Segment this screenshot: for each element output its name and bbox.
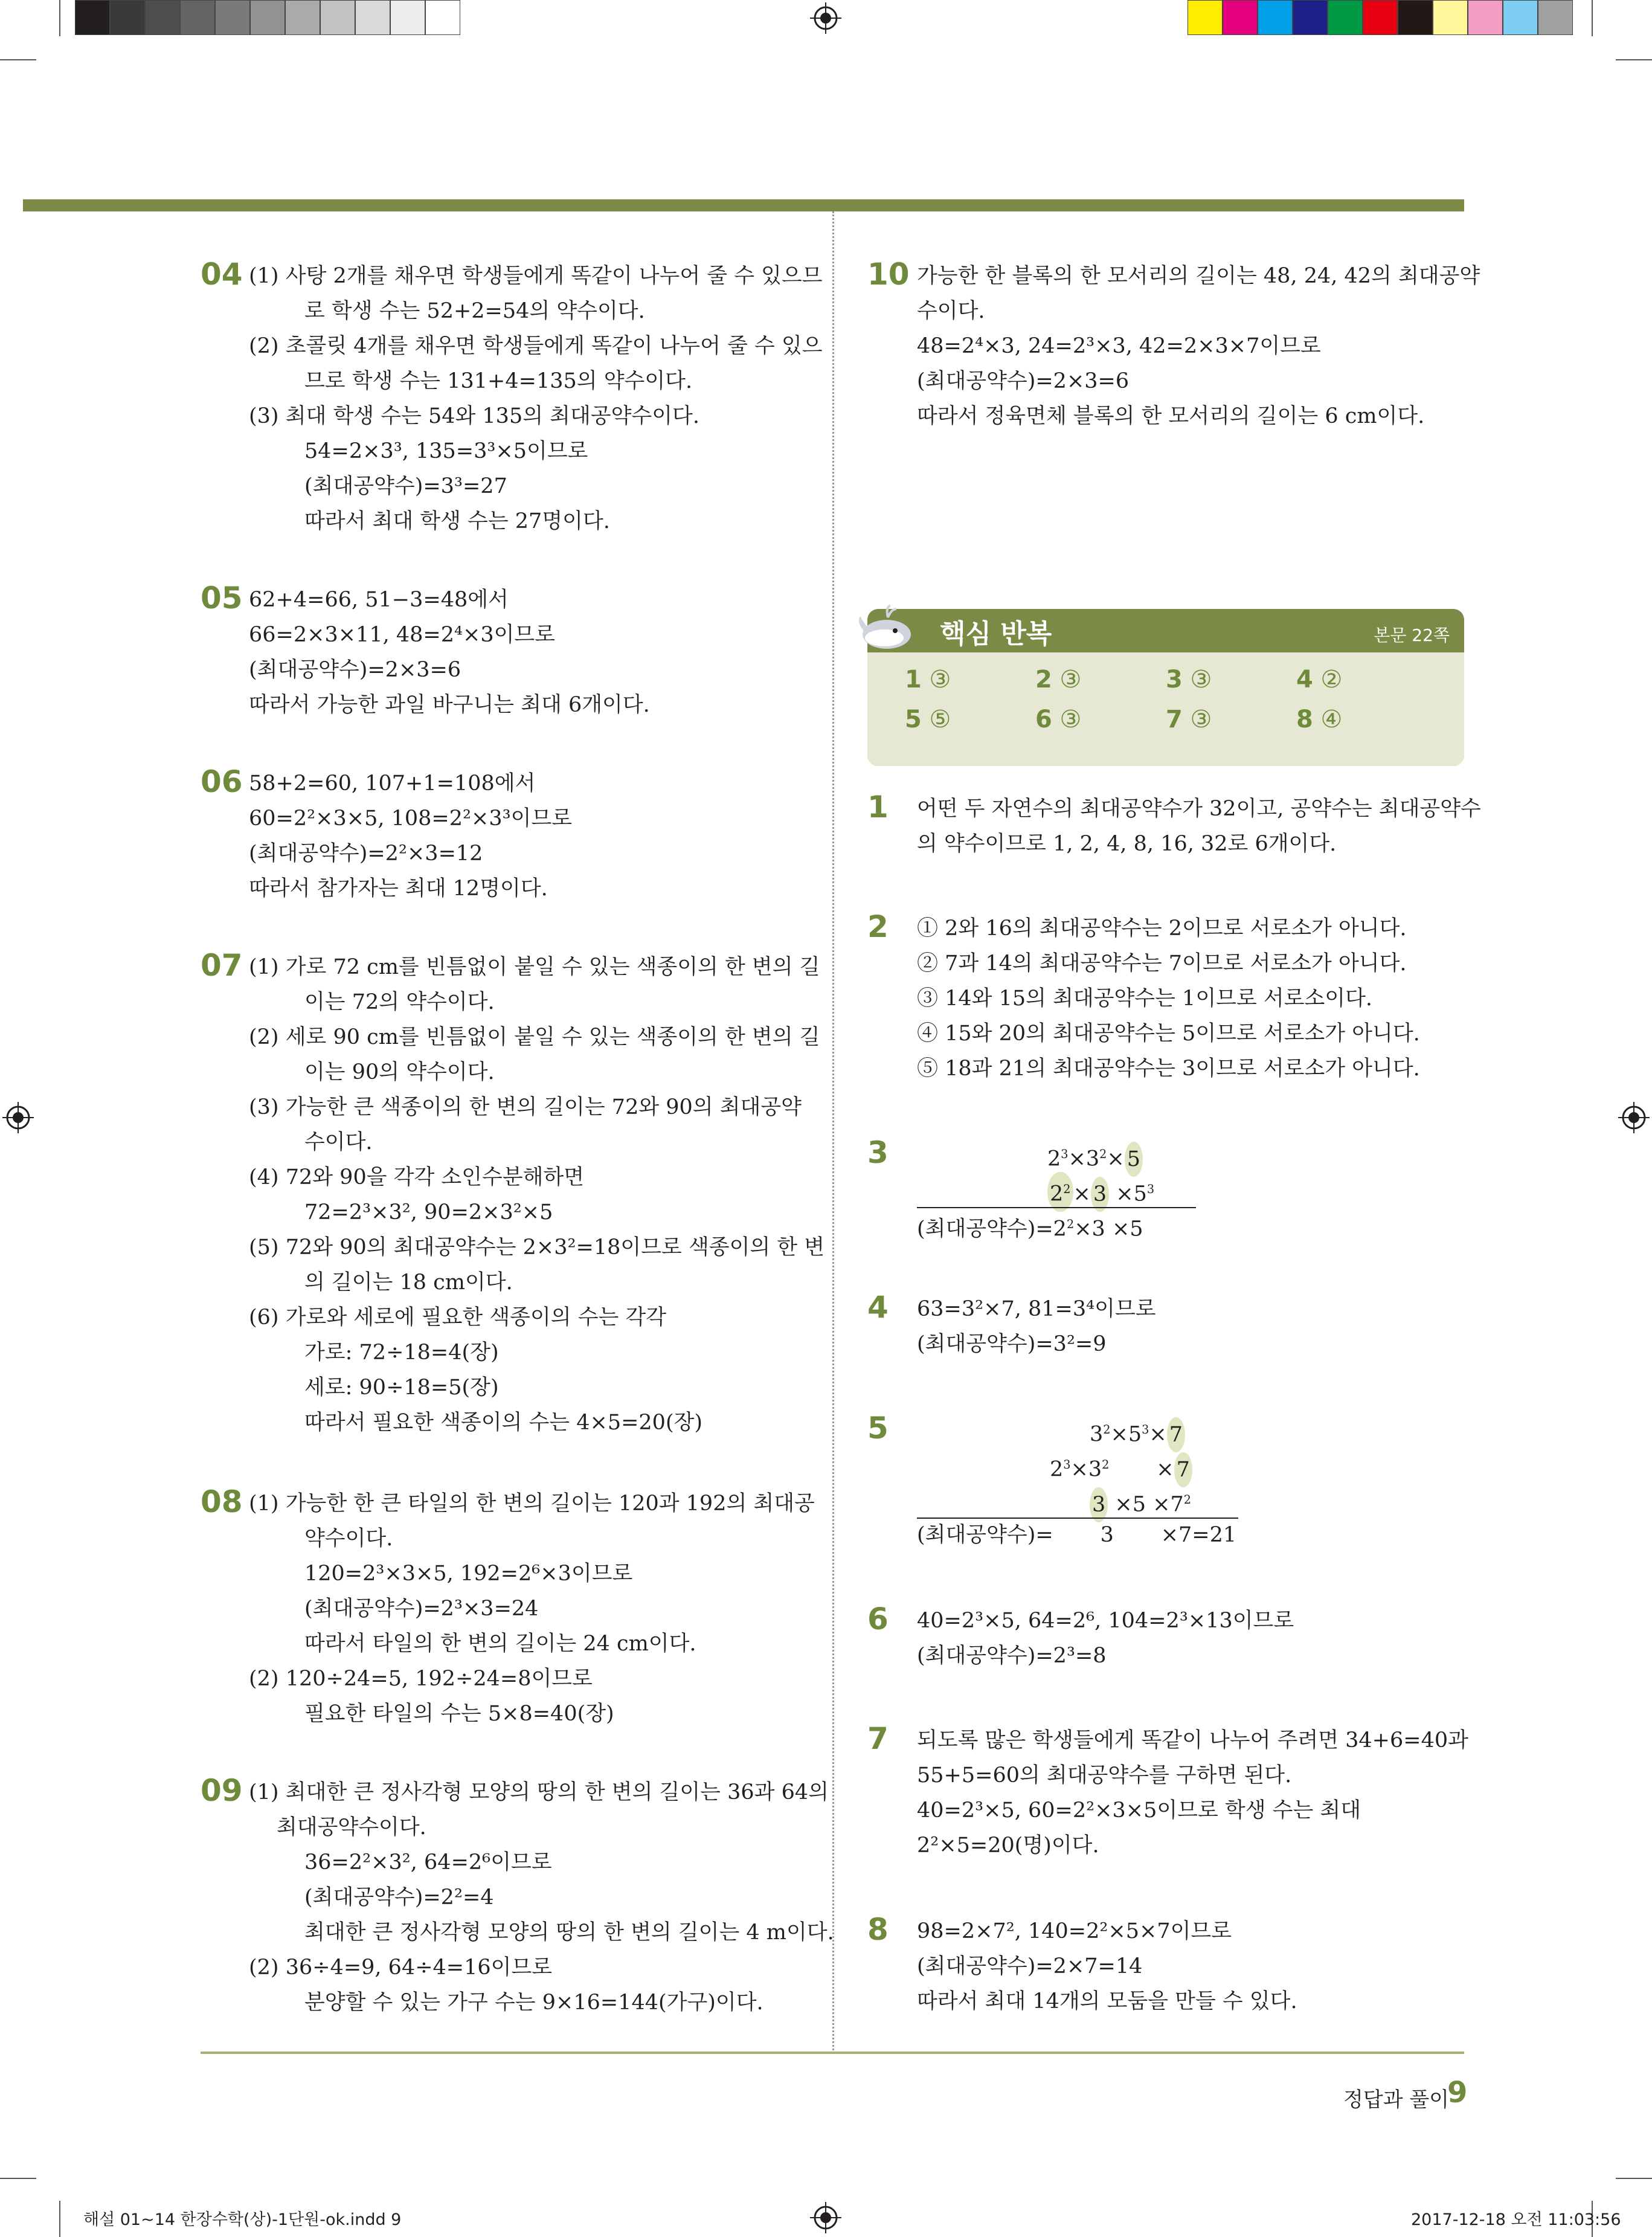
problem-text xyxy=(249,259,829,539)
core-answer-number: 8 xyxy=(1296,706,1313,733)
gray-swatch xyxy=(180,0,215,35)
text-line: ② 7과 14의 최대공약수는 7이므로 서로소가 아니다. xyxy=(917,951,1407,976)
question-number: 8 xyxy=(867,1912,889,1947)
text-line: (최대공약수)=2×3=6 xyxy=(249,658,461,682)
gray-swatch xyxy=(75,0,110,35)
question-text xyxy=(917,1723,1497,1863)
gray-swatch xyxy=(285,0,320,35)
page-number: 9 xyxy=(1447,2076,1468,2110)
question-number: 4 xyxy=(867,1290,889,1325)
text-line: ① 2와 16의 최대공약수는 2이므로 서로소가 아니다. xyxy=(917,916,1407,941)
crop-mark xyxy=(1592,0,1593,36)
gray-swatch xyxy=(145,0,180,35)
text-line: 따라서 최대 학생 수는 27명이다. xyxy=(304,509,610,533)
core-answer-choice: ③ xyxy=(1052,706,1082,733)
crop-mark xyxy=(0,2178,36,2179)
problem-text xyxy=(249,1486,829,1731)
column-divider xyxy=(832,211,834,2054)
text-line: (1) 사탕 2개를 채우면 학생들에게 똑같이 나누어 줄 수 있으므 xyxy=(249,264,823,288)
text-line: 따라서 타일의 한 변의 길이는 24 cm이다. xyxy=(304,1632,696,1656)
text-line: 따라서 최대 14개의 모둠을 만들 수 있다. xyxy=(917,1989,1297,2013)
text-line: 수이다. xyxy=(917,299,985,323)
color-swatch xyxy=(1503,0,1538,35)
text-line: (최대공약수)=2³=8 xyxy=(917,1644,1107,1668)
text-line: (2) 초콜릿 4개를 채우면 학생들에게 똑같이 나누어 줄 수 있으 xyxy=(249,334,823,358)
text-line: 이는 72의 약수이다. xyxy=(304,990,495,1014)
text-line: 따라서 정육면체 블록의 한 모서리의 길이는 6 cm이다. xyxy=(917,404,1425,428)
text-line: 36=2²×3², 64=2⁶이므로 xyxy=(304,1850,552,1875)
question-number: 6 xyxy=(867,1601,889,1637)
problem-number: 05 xyxy=(201,581,243,616)
text-line: 가능한 한 블록의 한 모서리의 길이는 48, 24, 42의 최대공약 xyxy=(917,264,1480,288)
slug-filename: 해설 01~14 한장수학(상)-1단원-ok.indd 9 xyxy=(83,2210,402,2229)
footer-rule xyxy=(201,2052,1464,2054)
core-answer-item xyxy=(905,706,951,733)
text-line: 120=2³×3×5, 192=2⁶×3이므로 xyxy=(304,1562,633,1586)
text-line: 세로: 90÷18=5(장) xyxy=(304,1376,499,1400)
core-answer-number: 6 xyxy=(1035,706,1052,733)
gray-swatch xyxy=(320,0,355,35)
problem-number: 10 xyxy=(867,257,910,292)
color-swatch xyxy=(1433,0,1468,35)
crop-mark xyxy=(59,2201,60,2237)
registration-mark-icon xyxy=(810,2202,841,2233)
text-line: 60=2²×3×5, 108=2²×3³이므로 xyxy=(249,806,573,831)
gray-swatch xyxy=(425,0,460,35)
calc-result: (최대공약수)= 3 ×7=21 xyxy=(917,1523,1237,1547)
text-line: (4) 72와 90을 각각 소인수분해하면 xyxy=(249,1165,585,1189)
core-answer-choice: ③ xyxy=(1182,706,1212,733)
core-title: 핵심 반복 xyxy=(940,619,1052,649)
problem-number: 09 xyxy=(201,1773,243,1808)
text-line: 로 학생 수는 52+2=54의 약수이다. xyxy=(304,299,645,323)
problem-number: 04 xyxy=(201,257,243,292)
text-line: 따라서 참가자는 최대 12명이다. xyxy=(249,877,548,901)
text-line: ⑤ 18과 21의 최대공약수는 3이므로 서로소가 아니다. xyxy=(917,1057,1420,1081)
core-answer-item xyxy=(1166,706,1212,733)
color-swatch xyxy=(1398,0,1433,35)
color-swatch xyxy=(1188,0,1223,35)
question-text xyxy=(917,1292,1473,1362)
text-line: (3) 최대 학생 수는 54와 135의 최대공약수이다. xyxy=(249,404,699,428)
calc-result: (최대공약수)$=2^2\times 3 \times 5$ xyxy=(917,1217,1143,1241)
text-line: (1) 최대한 큰 정사각형 모양의 땅의 한 변의 길이는 36과 64의 xyxy=(249,1780,829,1804)
text-line: 40=2³×5, 64=2⁶, 104=2³×13이므로 xyxy=(917,1609,1294,1633)
text-line: 62+4=66, 51−3=48에서 xyxy=(249,588,509,612)
core-answer-choice: ③ xyxy=(921,666,951,694)
text-line: 72=2³×3², 90=2×3²×5 xyxy=(304,1200,553,1225)
core-answer-item xyxy=(1296,666,1342,694)
text-line: (2) 세로 90 cm를 빈틈없이 붙일 수 있는 색종이의 한 변의 길 xyxy=(249,1025,820,1049)
text-line: 따라서 가능한 과일 바구니는 최대 6개이다. xyxy=(249,693,650,717)
question-text xyxy=(917,911,1473,1086)
core-answer-choice: ② xyxy=(1313,666,1343,694)
text-line: (1) 가로 72 cm를 빈틈없이 붙일 수 있는 색종이의 한 변의 길 xyxy=(249,955,820,979)
question-text xyxy=(917,791,1481,861)
text-line: (2) 36÷4=9, 64÷4=16이므로 xyxy=(249,1955,553,1980)
text-line: 의 길이는 18 cm이다. xyxy=(304,1270,513,1295)
core-answer-choice: ④ xyxy=(1313,706,1343,733)
registration-mark-icon xyxy=(2,1102,34,1133)
color-swatch xyxy=(1328,0,1363,35)
problem-text xyxy=(249,582,829,723)
text-line: 2²×5=20(명)이다. xyxy=(917,1833,1099,1858)
calc-row: $3 \times 5 \times 7^2$ xyxy=(1090,1482,1191,1522)
question-number: 7 xyxy=(867,1721,889,1756)
question-number: 1 xyxy=(867,790,889,825)
question-text xyxy=(917,1914,1473,2019)
header-bar xyxy=(23,199,1464,211)
gray-swatch xyxy=(110,0,145,35)
whale-icon xyxy=(855,604,922,655)
text-line: 필요한 타일의 수는 5×8=40(장) xyxy=(304,1702,614,1726)
gray-swatch xyxy=(355,0,390,35)
text-line: (2) 120÷24=5, 192÷24=8이므로 xyxy=(249,1667,593,1691)
core-answer-item xyxy=(1166,666,1212,694)
text-line: (최대공약수)=2²=4 xyxy=(304,1885,494,1910)
core-answer-item xyxy=(1296,706,1342,733)
crop-mark xyxy=(0,59,36,60)
calc-row: $3^2\times 5^3\times 7$ xyxy=(1090,1412,1185,1452)
text-line: 따라서 필요한 색종이의 수는 4×5=20(장) xyxy=(304,1411,703,1435)
text-line: (6) 가로와 세로에 필요한 색종이의 수는 각각 xyxy=(249,1305,667,1330)
core-answers xyxy=(867,652,1464,766)
text-line: 므로 학생 수는 131+4=135의 약수이다. xyxy=(304,369,693,393)
text-line: 54=2×3³, 135=3³×5이므로 xyxy=(304,439,588,463)
text-line: 어떤 두 자연수의 최대공약수가 32이고, 공약수는 최대공약수 xyxy=(917,797,1481,821)
footer-label: 정답과 풀이 xyxy=(1343,2088,1450,2112)
calc-row: $2^3\times 3^2$ × 7 xyxy=(1050,1447,1192,1487)
text-line: (3) 가능한 큰 색종이의 한 변의 길이는 72와 90의 최대공약 xyxy=(249,1095,802,1119)
core-answer-choice: ⑤ xyxy=(921,706,951,733)
color-swatch xyxy=(1468,0,1503,35)
registration-mark-icon xyxy=(810,2,841,34)
text-line: 40=2³×5, 60=2²×3×5이므로 학생 수는 최대 xyxy=(917,1798,1361,1823)
problem-text xyxy=(249,1775,834,2020)
text-line: 98=2×7², 140=2²×5×7이므로 xyxy=(917,1919,1232,1943)
core-answer-number: 2 xyxy=(1035,666,1052,694)
core-answer-choice: ③ xyxy=(1052,666,1082,694)
text-line: ④ 15와 20의 최대공약수는 5이므로 서로소가 아니다. xyxy=(917,1022,1420,1046)
text-line: 66=2×3×11, 48=2⁴×3이므로 xyxy=(249,623,556,647)
text-line: (최대공약수)=3²=9 xyxy=(917,1332,1107,1356)
text-line: (최대공약수)=2³×3=24 xyxy=(304,1597,539,1621)
color-swatch xyxy=(1258,0,1293,35)
text-line: 55+5=60의 최대공약수를 구하면 된다. xyxy=(917,1763,1292,1788)
core-review-box xyxy=(867,609,1464,766)
core-answer-item xyxy=(905,666,951,694)
text-line: 되도록 많은 학생들에게 똑같이 나누어 주려면 34+6=40과 xyxy=(917,1728,1468,1753)
calc-row: $2^3\times 3^2\times 5$ xyxy=(1047,1137,1143,1177)
text-line: (최대공약수)=2²×3=12 xyxy=(249,842,483,866)
core-answer-number: 4 xyxy=(1296,666,1313,694)
color-swatch xyxy=(1363,0,1398,35)
text-line: 48=2⁴×3, 24=2³×3, 42=2×3×7이므로 xyxy=(917,334,1321,358)
gray-swatch xyxy=(390,0,425,35)
core-answer-item xyxy=(1035,666,1081,694)
text-line: 58+2=60, 107+1=108에서 xyxy=(249,771,536,796)
gray-swatch xyxy=(215,0,250,35)
color-swatch xyxy=(1223,0,1258,35)
text-line: 약수이다. xyxy=(304,1527,393,1551)
question-number: 3 xyxy=(867,1135,889,1170)
problem-number: 08 xyxy=(201,1484,243,1519)
problem-number: 07 xyxy=(201,948,243,983)
text-line: 수이다. xyxy=(304,1130,373,1154)
crop-mark xyxy=(1616,59,1652,60)
slug-timestamp: 2017-12-18 오전 11:03:56 xyxy=(1411,2210,1621,2229)
text-line: 의 약수이므로 1, 2, 4, 8, 16, 32로 6개이다. xyxy=(917,832,1337,856)
problem-number: 06 xyxy=(201,764,243,799)
core-answer-number: 3 xyxy=(1166,666,1183,694)
text-line: 가로: 72÷18=4(장) xyxy=(304,1341,499,1365)
text-line: (최대공약수)=2×3=6 xyxy=(917,369,1130,393)
core-answer-item xyxy=(1035,706,1081,733)
text-line: 최대한 큰 정사각형 모양의 땅의 한 변의 길이는 4 m이다. xyxy=(304,1920,834,1945)
problem-text xyxy=(249,766,829,906)
core-answer-number: 5 xyxy=(905,706,922,733)
question-number: 2 xyxy=(867,909,889,944)
question-number: 5 xyxy=(867,1411,889,1446)
core-answer-choice: ③ xyxy=(1182,666,1212,694)
text-line: (최대공약수)=3³=27 xyxy=(304,474,507,498)
core-answer-number: 7 xyxy=(1166,706,1183,733)
text-line: (최대공약수)=2×7=14 xyxy=(917,1954,1143,1978)
text-line: (5) 72와 90의 최대공약수는 2×3²=18이므로 색종이의 한 변 xyxy=(249,1235,825,1260)
text-line: 이는 90의 약수이다. xyxy=(304,1060,495,1084)
core-page-ref: 본문 22쪽 xyxy=(1374,625,1450,645)
color-swatch xyxy=(1293,0,1328,35)
calc-row: $2^2 \times 3 \times 5^3$ xyxy=(1047,1172,1154,1212)
text-line: 63=3²×7, 81=3⁴이므로 xyxy=(917,1297,1156,1321)
text-line: (1) 가능한 한 큰 타일의 한 변의 길이는 120과 192의 최대공 xyxy=(249,1492,815,1516)
color-swatch xyxy=(1538,0,1573,35)
problem-text xyxy=(917,259,1480,434)
question-text xyxy=(917,1603,1473,1673)
crop-mark xyxy=(59,0,60,36)
core-answer-number: 1 xyxy=(905,666,922,694)
registration-mark-icon xyxy=(1618,1102,1650,1133)
text-line: 최대공약수이다. xyxy=(277,1815,426,1839)
problem-text xyxy=(249,950,829,1440)
text-line: 분양할 수 있는 가구 수는 9×16=144(가구)이다. xyxy=(304,1991,763,2015)
gray-swatch xyxy=(250,0,285,35)
crop-mark xyxy=(1616,2178,1652,2179)
text-line: ③ 14와 15의 최대공약수는 1이므로 서로소이다. xyxy=(917,987,1373,1011)
